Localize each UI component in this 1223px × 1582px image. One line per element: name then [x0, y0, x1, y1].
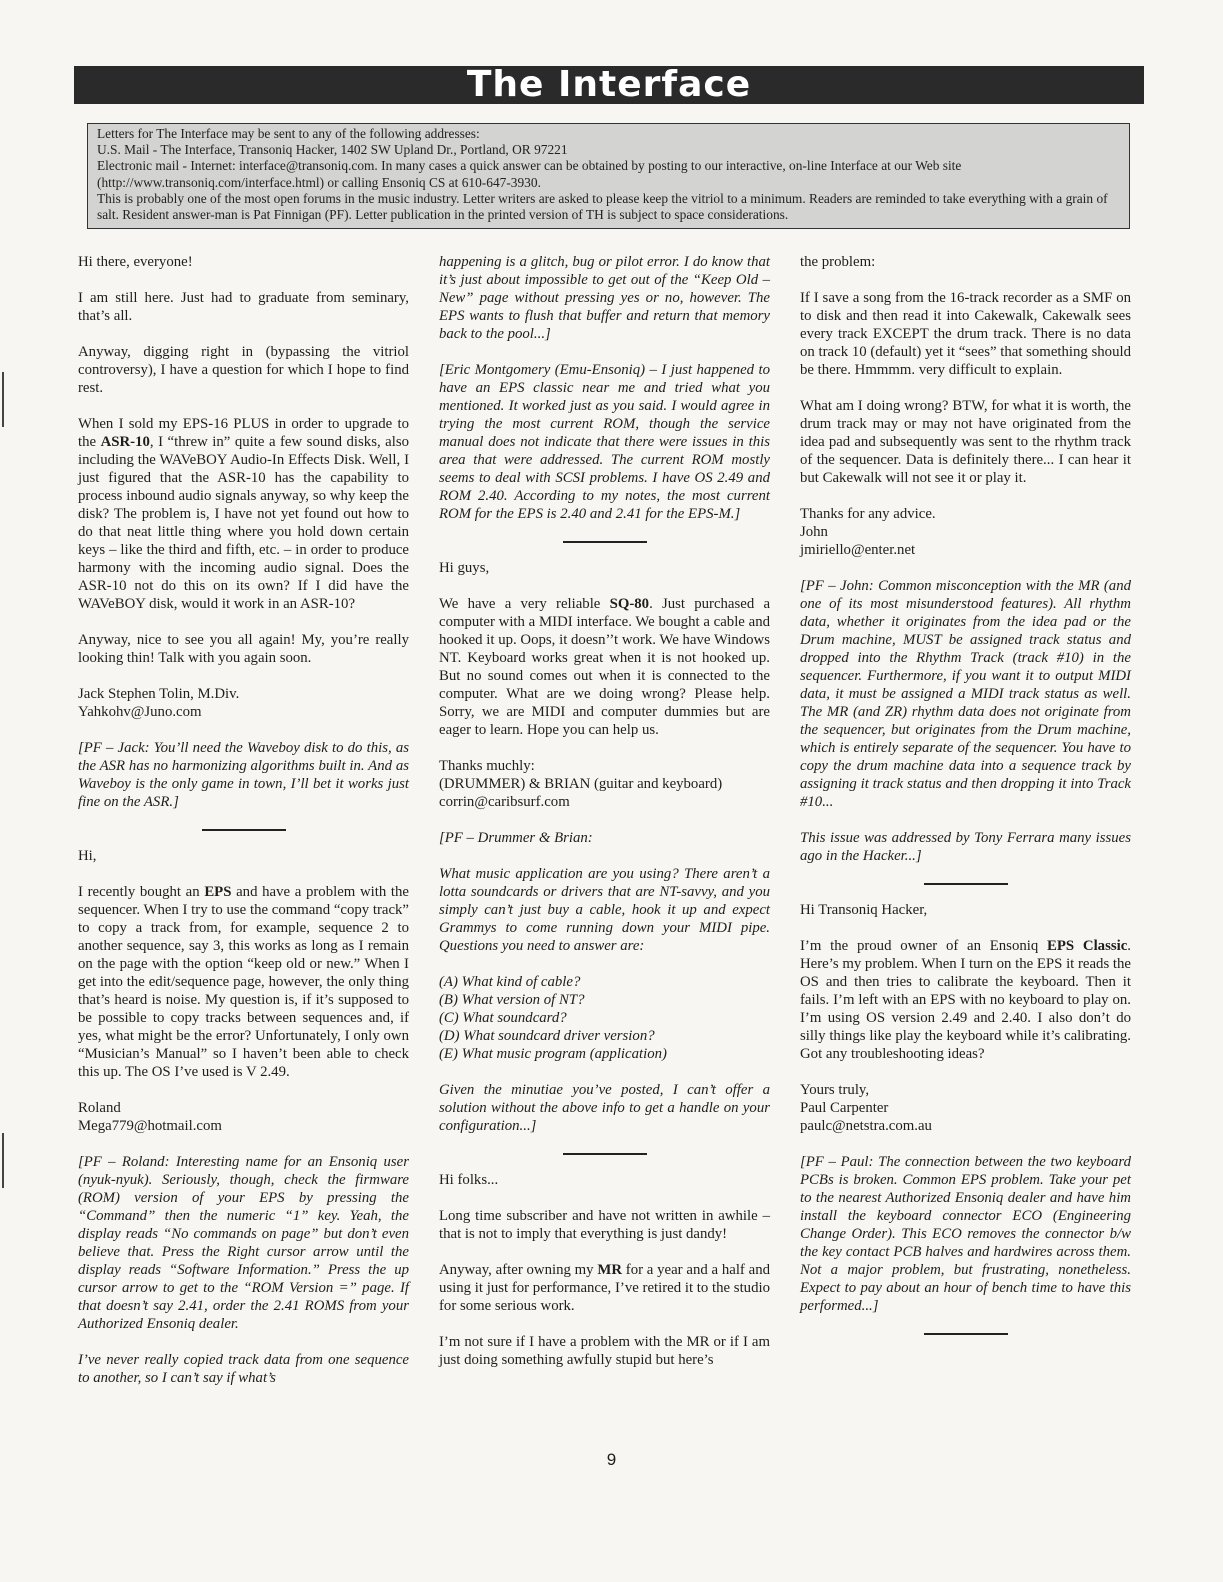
- text-run: I recently bought an: [78, 884, 205, 900]
- reply-paragraph: happening is a glitch, bug or pilot error. I do know that it’s just about impossible to get out of the “Keep Old – New” page without pressing yes or no, however. The EPS wants to flush that buffer and return that memory back to the pool...]: [439, 254, 770, 342]
- product-name: SQ-80: [609, 596, 650, 612]
- letter-greeting: Hi Transoniq Hacker,: [800, 902, 928, 918]
- letter-paragraph: Anyway, nice to see you all again! My, you’re really looking thin! Talk with you again soon.: [78, 632, 409, 666]
- signature-name: Paul Carpenter: [800, 1100, 889, 1116]
- signature-line: Thanks for any advice.: [800, 506, 936, 522]
- page-number: 9: [606, 1450, 617, 1469]
- letter-paragraph: [78, 883, 409, 1081]
- info-line: This is probably one of the most open forums in the music industry. Letter writers are asked to please keep the vitriol to a minimum. Readers are reminded to take everything with a grain of salt. Resident answer-man is Pat Finnigan (PF). Letter publication in the printed version of TH is subject to space considerations.: [97, 190, 1108, 223]
- signature-name: John: [800, 524, 828, 540]
- signature-line: Yours truly,: [800, 1082, 870, 1098]
- letter-paragraph: Anyway, digging right in (bypassing the vitriol controversy), I have a question for which I hope to find rest.: [78, 344, 409, 396]
- text-run: . Here’s my problem. When I turn on the EPS it reads the OS and then tries to calibrate the keyboard. Then it fails. I’m left with an EPS with no keyboard to play on. I’m using OS version 2.49 and 2.40. I also don’t do silly things like play the keyboard while it’s calibrating. Got any troubleshooting ideas?: [800, 938, 1131, 1062]
- reply-paragraph: I’ve never really copied track data from one sequence to another, so I can’t say if what’s: [78, 1352, 409, 1386]
- reply-paragraph: [PF – John: Common misconception with the MR (and one of its most misunderstood features). All rhythm data, whether it originates from the idea pad or the Drum machine, MUST be assigned track status and dropped into the Rhythm Track (track #10) in the sequencer. Furthermore, if you want it to output MIDI data, it must be assigned a MIDI track status as well. The MR (and ZR) rhythm data does not originate from the sequencer, but originates from the Drum machine, which is entirely separate of the sequencer. You have to copy the drum machine data into a sequence track by assigning it track status and then dropping it into Track #10...: [800, 578, 1131, 810]
- column-3: [800, 253, 1131, 1453]
- product-name: EPS Classic: [1047, 938, 1128, 954]
- signature-email: corrin@caribsurf.com: [439, 794, 570, 810]
- scan-edge-mark: [2, 372, 4, 427]
- text-run: and have a problem with the sequencer. When I try to use the command “copy track” to copy a track from, for example, sequence 2 to another sequence, say 3, this works as long as I remain on the page with the option “keep old or new.” When I get into the edit/sequence page, however, the only thing that’s heard is noise. My question is, if it’s supposed to be possible to copy tracks between sequences and, if yes, what might be the error? Unfortunately, I only own “Musician’s Manual” so I haven’t been able to check this up. The OS I’ve used is V 2.49.: [78, 884, 409, 1080]
- section-banner: [74, 66, 1144, 104]
- letter-paragraph: [78, 415, 409, 613]
- reply-paragraph: [PF – Roland: Interesting name for an Ensoniq user (nyuk-nyuk). Seriously, though, check the firmware (ROM) version of your EPS by pressing the “Command” then the numeric “1” key. Yeah, the display reads “No commands on page” but don’t even believe that. Press the Right cursor arrow until the display reads “Software Information.” Press the up cursor arrow to get to the “ROM Version =” page. If that doesn’t say 2.41, order the 2.41 ROMS from your Authorized Ensoniq dealer.: [78, 1154, 409, 1332]
- reply-paragraph: What music application are you using? There aren’t a lotta soundcards or drivers that are NT-savvy, and you simply can’t just buy a cable, hook it up and expect Grammys to come running down your MIDI pipe. Questions you need to answer are:: [439, 866, 770, 954]
- question-item: (E) What music program (application): [439, 1046, 667, 1062]
- text-run: , I “threw in” quite a few sound disks, also including the WAVeBOY Audio-In Effects Disk. Well, I just figured that the ASR-10 has the capability to process inbound audio signals anyway, so why keep the disk? The problem is, I have not yet found out how to do that neat little thing where you hold down certain keys – like the third and fifth, etc. – in order to produce harmony with the incoming audio signal. Does the ASR-10 not do this on its own? If I did have the WAVeBOY disk, would it work in an ASR-10?: [78, 434, 409, 612]
- letter-paragraph: If I save a song from the 16-track recorder as a SMF on to disk and then read it into Cakewalk, Cakewalk sees every track EXCEPT the drum track. There is no data on track 10 (default) yet it “sees” that something should be there. Hmmmm. very difficult to explain.: [800, 290, 1131, 378]
- signature-name: Jack Stephen Tolin, M.Div.: [78, 686, 240, 702]
- signature-name: Roland: [78, 1100, 121, 1116]
- reply-paragraph: This issue was addressed by Tony Ferrara many issues ago in the Hacker...]: [800, 830, 1131, 864]
- product-name: EPS: [204, 884, 232, 900]
- question-item: (C) What soundcard?: [439, 1010, 567, 1026]
- signature-email: paulc@netstra.com.au: [800, 1118, 932, 1134]
- info-line: U.S. Mail - The Interface, Transoniq Hacker, 1402 SW Upland Dr., Portland, OR 97221: [97, 142, 568, 158]
- letter-greeting: Hi folks...: [439, 1172, 499, 1188]
- question-item: (B) What version of NT?: [439, 992, 585, 1008]
- text-run: for a year and a half and using it just for performance, I’ve retired it to the studio for some serious work.: [439, 1262, 770, 1314]
- text-run: . Just purchased a computer with a MIDI interface. We bought a cable and hooked it up. Oops, it doesn’’t work. We have Windows NT. Keyboard works great when it is not hooked up. But no sound comes out when it is connected to the computer. What are we doing wrong? Please help. Sorry, we are MIDI and computer dummies but are eager to learn. Hope you can help us.: [439, 596, 771, 738]
- letter-paragraph: What am I doing wrong? BTW, for what it is worth, the drum track may or may not have originated from the idea pad and subsequently was sent to the rhythm track of the sequencer. Data is definitely there... I can hear it but Cakewalk will not see it or play it.: [800, 398, 1131, 486]
- text-run: We have a very reliable: [439, 596, 610, 612]
- text-run: Anyway, after owning my: [439, 1262, 598, 1278]
- letter-greeting: Hi there, everyone!: [78, 254, 193, 270]
- info-line: Letters for The Interface may be sent to any of the following addresses:: [97, 126, 480, 141]
- text-run: When I sold my EPS-16 PLUS in order to upgrade to the: [78, 416, 409, 450]
- question-item: (D) What soundcard driver version?: [439, 1028, 655, 1044]
- scan-edge-mark: [2, 1133, 4, 1188]
- reply-paragraph: [Eric Montgomery (Emu-Ensoniq) – I just happened to have an EPS classic near me and tried what you mentioned. It worked just as you said. I would agree in trying the most current ROM, though the service manual does not indicate that there were issues in this area that were addressed. The current ROM mostly seems to deal with SCSI problems. I have OS 2.49 and ROM 2.40. According to my notes, the most current ROM for the EPS is 2.40 and 2.41 for the EPS-M.]: [439, 362, 770, 522]
- reply-paragraph: Given the minutiae you’ve posted, I can’t offer a solution without the above info to get a handle on your configuration...]: [439, 1082, 770, 1134]
- column-2: [439, 253, 770, 1453]
- letter-paragraph: the problem:: [800, 254, 876, 270]
- product-name: ASR-10: [100, 434, 150, 450]
- letter-paragraph: I am still here. Just had to graduate from seminary, that’s all.: [78, 290, 409, 324]
- signature-email: Mega779@hotmail.com: [78, 1118, 222, 1134]
- signature-email: jmiriello@enter.net: [800, 542, 916, 558]
- signature-name: (DRUMMER) & BRIAN (guitar and keyboard): [439, 776, 723, 792]
- info-line: Electronic mail - Internet: interface@transoniq.com. In many cases a quick answer can be obtained by posting to our interactive, on-line Interface at our Web site (http://www.transoniq.com/interface.html) or calling Ensoniq CS at 610-647-3930.: [97, 158, 962, 190]
- reply-paragraph: [PF – Drummer & Brian:: [439, 830, 593, 846]
- text-run: I’m the proud owner of an Ensoniq: [800, 938, 1047, 954]
- letter-paragraph: [800, 937, 1131, 1063]
- signature-email: Yahkohv@Juno.com: [78, 704, 202, 720]
- info-box: [87, 123, 1130, 229]
- reply-paragraph: [PF – Jack: You’ll need the Waveboy disk to do this, as the ASR has no harmonizing algorithms built in. And as Waveboy is the only game in town, I’ll bet it works just fine on the ASR.]: [78, 740, 409, 810]
- product-name: MR: [597, 1262, 623, 1278]
- letter-paragraph: Long time subscriber and have not written in awhile – that is not to imply that everything is just dandy!: [439, 1208, 770, 1242]
- signature-line: Thanks muchly:: [439, 758, 535, 774]
- letter-paragraph: [439, 1261, 770, 1315]
- reply-paragraph: [PF – Paul: The connection between the two keyboard PCBs is broken. Common EPS problem. Take your pet to the nearest Authorized Ensoniq dealer and have him install the keyboard connector ECO (Engineering Change Order). This ECO removes the connector b/w the key contact PCB halves and hardwires across them. Not a major problem, but frustrating, nonetheless. Expect to pay about an hour of bench time to have this performed...]: [800, 1154, 1131, 1314]
- letter-greeting: Hi guys,: [439, 560, 490, 576]
- page-title: The Interface: [466, 64, 752, 105]
- column-1: [78, 253, 409, 1453]
- letter-greeting: Hi,: [78, 848, 97, 864]
- letter-paragraph: [439, 595, 770, 739]
- letter-paragraph: I’m not sure if I have a problem with the MR or if I am just doing something awfully stupid but here’s: [439, 1334, 770, 1368]
- letter-separator: [800, 1333, 1131, 1336]
- question-item: (A) What kind of cable?: [439, 974, 581, 990]
